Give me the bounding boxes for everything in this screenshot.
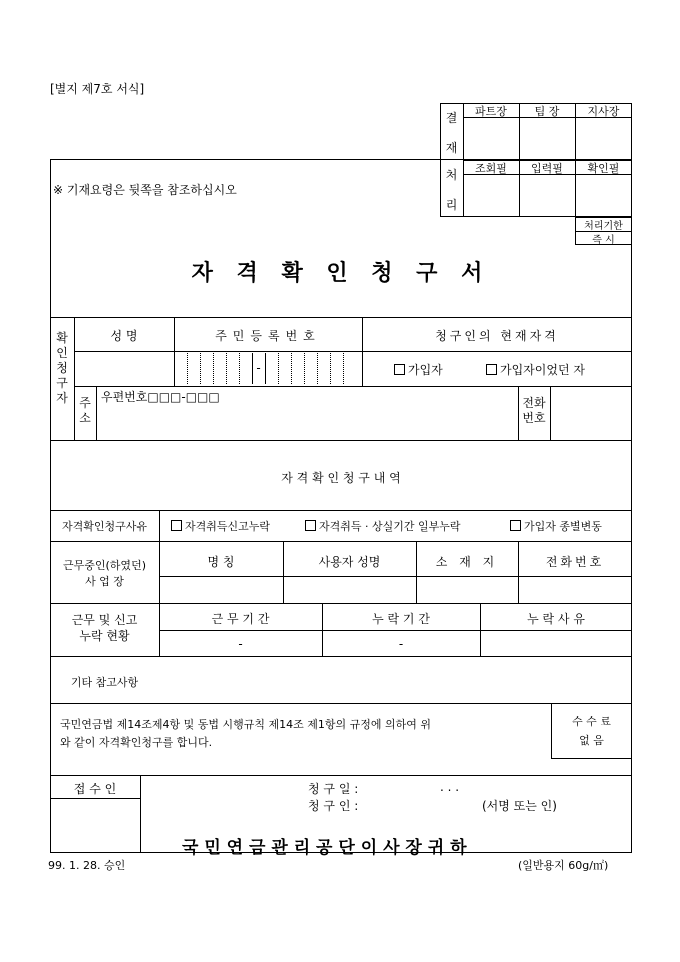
- reason-label: 자격확인청구사유: [61, 520, 147, 533]
- omission-label-2: 누락 현황: [79, 629, 130, 643]
- status-option-member[interactable]: 가입자: [394, 361, 443, 378]
- work-period-dash[interactable]: -: [238, 637, 243, 651]
- fee-label: 수 수 료: [572, 715, 611, 728]
- applicant-side-4: 구: [56, 376, 68, 390]
- address-label-1: 주: [79, 396, 91, 410]
- reason-option-type-change[interactable]: 가입자 종별변동: [510, 518, 602, 534]
- other-notes-label: 기타 참고사항: [70, 676, 139, 689]
- checkbox-icon[interactable]: [486, 364, 497, 375]
- fee-value: 없 음: [579, 734, 604, 747]
- postal-code[interactable]: 우편번호□□□-□□□: [101, 390, 220, 404]
- approval-date: 99. 1. 28. 승인: [48, 859, 126, 872]
- deadline-value: 즉 시: [592, 235, 615, 246]
- details-title: 자 격 확 인 청 구 내 역: [281, 471, 401, 485]
- workplace-header-location: 소 재 지: [435, 555, 499, 569]
- approval-header-part-leader: 파트장: [475, 105, 507, 118]
- form-title: 자 격 확 인 청 구 서: [191, 260, 491, 286]
- name-header: 성 명: [110, 329, 138, 343]
- checkbox-icon[interactable]: [510, 520, 521, 531]
- approval-side-1: 결: [445, 111, 458, 125]
- reason-option-acquisition[interactable]: 자격취득신고누락: [171, 518, 270, 534]
- instruction-note: ※ 기재요령은 뒷쪽을 참조하십시오: [53, 183, 237, 197]
- claim-date-label: 청 구 일 :: [308, 782, 359, 796]
- phone-label-2: 번호: [522, 411, 546, 425]
- checkbox-icon[interactable]: [171, 520, 182, 531]
- approval-header-branch-head: 지사장: [587, 105, 620, 118]
- claimant-label: 청 구 인 :: [308, 799, 359, 813]
- approval-header-team-leader: 팀 장: [534, 105, 560, 118]
- paper-spec: (일반용지 60g/㎡): [518, 859, 609, 872]
- deadline-label: 처리기한: [584, 221, 623, 232]
- workplace-header-phone: 전화번호: [545, 555, 605, 569]
- checkbox-icon[interactable]: [305, 520, 316, 531]
- addressee: 국 민 연 금 관 리 공 단 이 사 장 귀 하: [182, 838, 467, 858]
- approval-side-2: 재: [445, 141, 458, 155]
- id-dash: -: [256, 361, 261, 375]
- omission-header-omission-period: 누 락 기 간: [372, 612, 430, 626]
- form-number: [별지 제7호 서식]: [50, 82, 145, 96]
- approval-header-confirm: 확인필: [587, 162, 620, 175]
- workplace-label-1: 근무중인(하였던): [63, 559, 146, 572]
- workplace-header-employer: 사용자 성명: [318, 555, 381, 569]
- omission-header-reason: 누 락 사 유: [527, 612, 585, 626]
- approval-header-input: 입력필: [531, 162, 563, 175]
- approval-header-inquiry: 조회필: [475, 162, 507, 175]
- approval-side-3: 처: [445, 168, 458, 182]
- applicant-side-5: 자: [56, 391, 68, 405]
- statement-line-2: 와 같이 자격확인청구를 합니다.: [60, 736, 213, 749]
- id-number-header: 주민등록번호: [215, 329, 321, 343]
- omission-period-dash[interactable]: -: [398, 637, 404, 651]
- status-header: 청구인의 현재자격: [435, 329, 559, 343]
- checkbox-icon[interactable]: [394, 364, 405, 375]
- workplace-header-name: 명 칭: [207, 555, 235, 569]
- address-label-2: 소: [79, 411, 91, 425]
- statement-line-1: 국민연금법 제14조제4항 및 동법 시행규칙 제14조 제1항의 규정에 의하여 위: [60, 718, 431, 731]
- receipt-stamp-label: 접 수 인: [73, 782, 117, 796]
- applicant-side-3: 청: [56, 361, 68, 375]
- claimant-signature[interactable]: (서명 또는 인): [482, 799, 557, 813]
- approval-side-4: 리: [445, 198, 458, 212]
- omission-header-work-period: 근 무 기 간: [211, 612, 270, 626]
- applicant-side-2: 인: [56, 346, 68, 360]
- status-option-former-member[interactable]: 가입자이었던 자: [486, 361, 585, 378]
- reason-option-period[interactable]: 자격취득 · 상실기간 일부누락: [305, 518, 461, 534]
- omission-label-1: 근무 및 신고: [71, 613, 138, 627]
- workplace-label-2: 사 업 장: [85, 575, 124, 588]
- applicant-side-1: 확: [56, 331, 68, 345]
- phone-label-1: 전화: [522, 396, 546, 410]
- claim-date-value[interactable]: . . .: [440, 780, 460, 794]
